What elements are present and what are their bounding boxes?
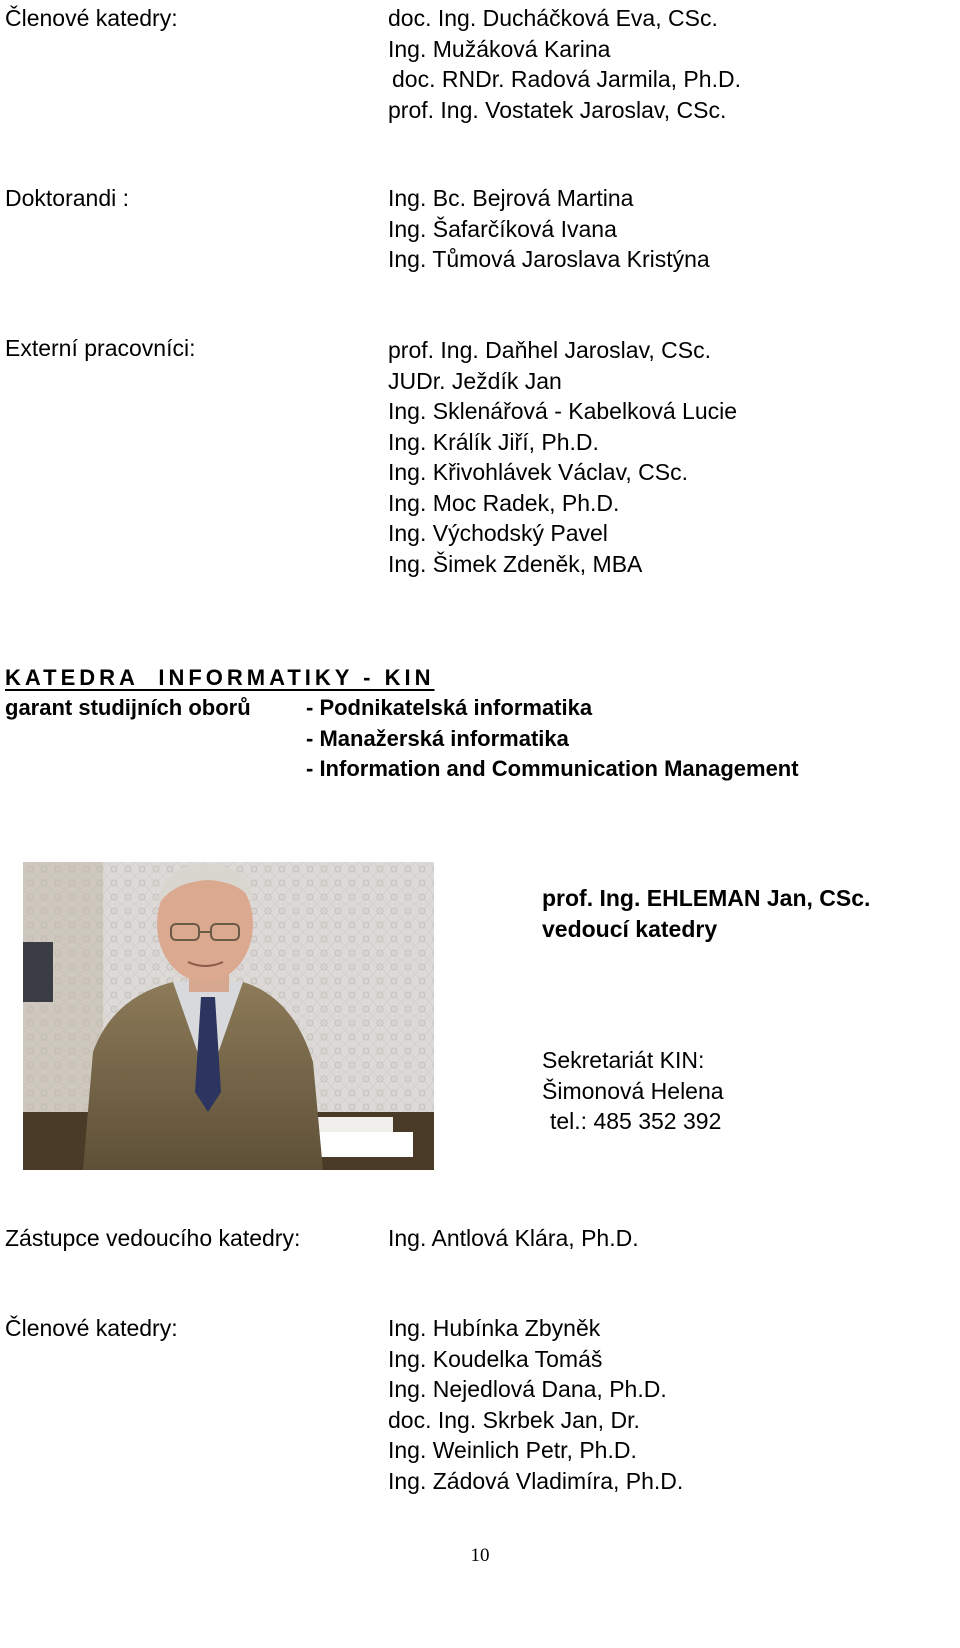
member-name: doc. RNDr. Radová Jarmila, Ph.D. bbox=[392, 66, 741, 92]
external-name: Ing. Křivohlávek Václav, CSc. bbox=[388, 459, 688, 485]
members-list bbox=[388, 3, 741, 125]
head-name: prof. Ing. EHLEMAN Jan, CSc. bbox=[542, 885, 871, 911]
head-role: vedoucí katedry bbox=[542, 915, 718, 942]
page-number: 10 bbox=[470, 1545, 490, 1566]
external-name: Ing. Sklenářová - Kabelková Lucie bbox=[388, 398, 738, 424]
member-name: Ing. Mužáková Karina bbox=[388, 35, 611, 62]
head-info bbox=[542, 883, 870, 944]
secretariat-label: Sekretariát KIN: bbox=[542, 1047, 705, 1073]
phd-name: Ing. Tůmová Jaroslava Kristýna bbox=[388, 246, 710, 272]
dept-members-label: Členové katedry: bbox=[5, 1315, 178, 1341]
dept-member-name: Ing. Koudelka Tomáš bbox=[388, 1345, 603, 1372]
deputy-name: Ing. Antlová Klára, Ph.D. bbox=[388, 1225, 639, 1251]
dept-member-name: doc. Ing. Skrbek Jan, Dr. bbox=[388, 1406, 640, 1433]
external-name: prof. Ing. Daňhel Jaroslav, CSc. bbox=[388, 337, 711, 363]
dept-member-name: Ing. Hubínka Zbyněk bbox=[388, 1315, 601, 1341]
external-name: Ing. Moc Radek, Ph.D. bbox=[388, 489, 620, 516]
phd-name: Ing. Bc. Bejrová Martina bbox=[388, 185, 634, 211]
dept-member-name: Ing. Weinlich Petr, Ph.D. bbox=[388, 1437, 637, 1463]
member-name: prof. Ing. Vostatek Jaroslav, CSc. bbox=[388, 96, 727, 123]
secretariat-phone: tel.: 485 352 392 bbox=[550, 1108, 722, 1134]
external-name: Ing. Králík Jiří, Ph.D. bbox=[388, 428, 599, 455]
study-field: - Information and Communication Management bbox=[306, 756, 799, 781]
department-title: KATEDRA INFORMATIKY - KIN bbox=[5, 665, 435, 690]
deputy-label: Zástupce vedoucího katedry: bbox=[5, 1225, 301, 1251]
members-label: Členové katedry: bbox=[5, 5, 178, 31]
dept-member-name: Ing. Nejedlová Dana, Ph.D. bbox=[388, 1376, 667, 1402]
external-list bbox=[388, 335, 737, 579]
external-name: JUDr. Ježdík Jan bbox=[388, 367, 562, 394]
external-label: Externí pracovníci: bbox=[5, 335, 196, 361]
head-photo bbox=[23, 862, 434, 1170]
phd-label: Doktorandi : bbox=[5, 185, 130, 211]
study-field: - Manažerská informatika bbox=[306, 725, 569, 751]
external-name: Ing. Šimek Zdeněk, MBA bbox=[388, 550, 643, 577]
dept-members-list bbox=[388, 1313, 683, 1496]
external-name: Ing. Východský Pavel bbox=[388, 520, 608, 546]
member-name: doc. Ing. Ducháčková Eva, CSc. bbox=[388, 5, 718, 31]
study-fields-list bbox=[306, 693, 799, 785]
secretariat-name: Šimonová Helena bbox=[542, 1077, 724, 1104]
study-field: - Podnikatelská informatika bbox=[306, 695, 593, 720]
phd-name: Ing. Šafarčíková Ivana bbox=[388, 215, 617, 242]
phd-list bbox=[388, 183, 710, 275]
secretariat-block bbox=[542, 1045, 724, 1137]
guarant-label: garant studijních oborů bbox=[5, 695, 251, 720]
dept-member-name: Ing. Zádová Vladimíra, Ph.D. bbox=[388, 1467, 684, 1494]
